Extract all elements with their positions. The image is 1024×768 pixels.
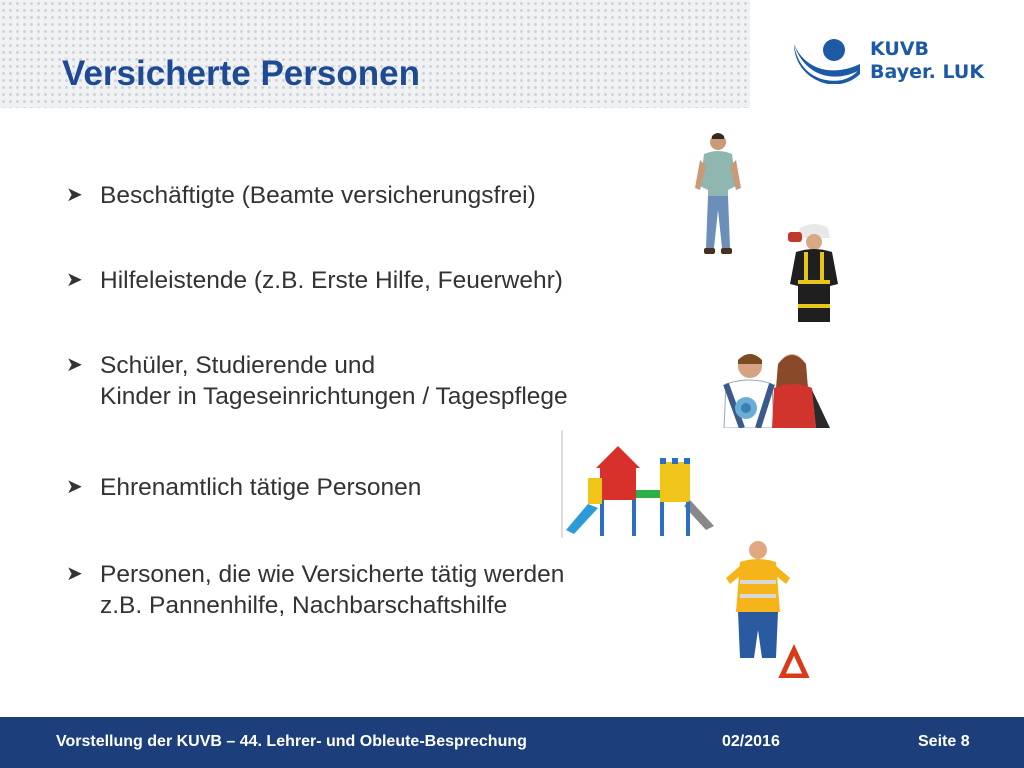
- arrow-bullet-icon: ➤: [66, 354, 83, 376]
- bullet-line: Kinder in Tageseinrichtungen / Tagespflege: [100, 383, 568, 410]
- bullet-line: Hilfeleistende (z.B. Erste Hilfe, Feuerwehr): [100, 267, 563, 294]
- arrow-bullet-icon: ➤: [66, 184, 83, 206]
- arrow-bullet-icon: ➤: [66, 476, 83, 498]
- bullet-item: [66, 180, 536, 211]
- bullet-line: z.B. Pannenhilfe, Nachbarschaftshilfe: [100, 592, 508, 619]
- bullet-text: [100, 350, 568, 412]
- logo-wordmark: [870, 38, 984, 84]
- worker-image: [692, 130, 744, 262]
- firefighter-image: [784, 222, 844, 324]
- kuvb-logo-icon: [790, 34, 862, 84]
- students-image: [712, 348, 834, 428]
- bullet-item: [66, 265, 563, 296]
- bullet-text: [100, 265, 563, 296]
- logo-line-2: Bayer. LUK: [870, 61, 985, 83]
- footer-presentation-title: Vorstellung der KUVB – 44. Lehrer- und Obleute-Besprechung: [56, 733, 527, 750]
- bullet-item: [66, 472, 421, 503]
- logo-line-1: KUVB: [870, 38, 930, 60]
- footer-bar: [0, 717, 1024, 768]
- bullet-text: [100, 559, 564, 621]
- roadside-helper-image: [724, 538, 810, 678]
- bullet-text: [100, 180, 536, 211]
- bullet-line: Personen, die wie Versicherte tätig werden: [100, 561, 565, 588]
- bullet-item: [66, 559, 564, 621]
- bullet-line: Schüler, Studierende und: [100, 352, 376, 379]
- bullet-item: [66, 350, 568, 412]
- bullet-line: Beschäftigte (Beamte versicherungsfrei): [100, 182, 536, 209]
- footer-date: 02/2016: [722, 733, 780, 750]
- slide-title: Versicherte Personen: [62, 54, 420, 93]
- arrow-bullet-icon: ➤: [66, 269, 83, 291]
- playground-image: [560, 430, 720, 540]
- footer-page-number: Seite 8: [918, 733, 970, 750]
- bullet-line: Ehrenamtlich tätige Personen: [100, 474, 422, 501]
- arrow-bullet-icon: ➤: [66, 563, 83, 585]
- bullet-text: [100, 472, 421, 503]
